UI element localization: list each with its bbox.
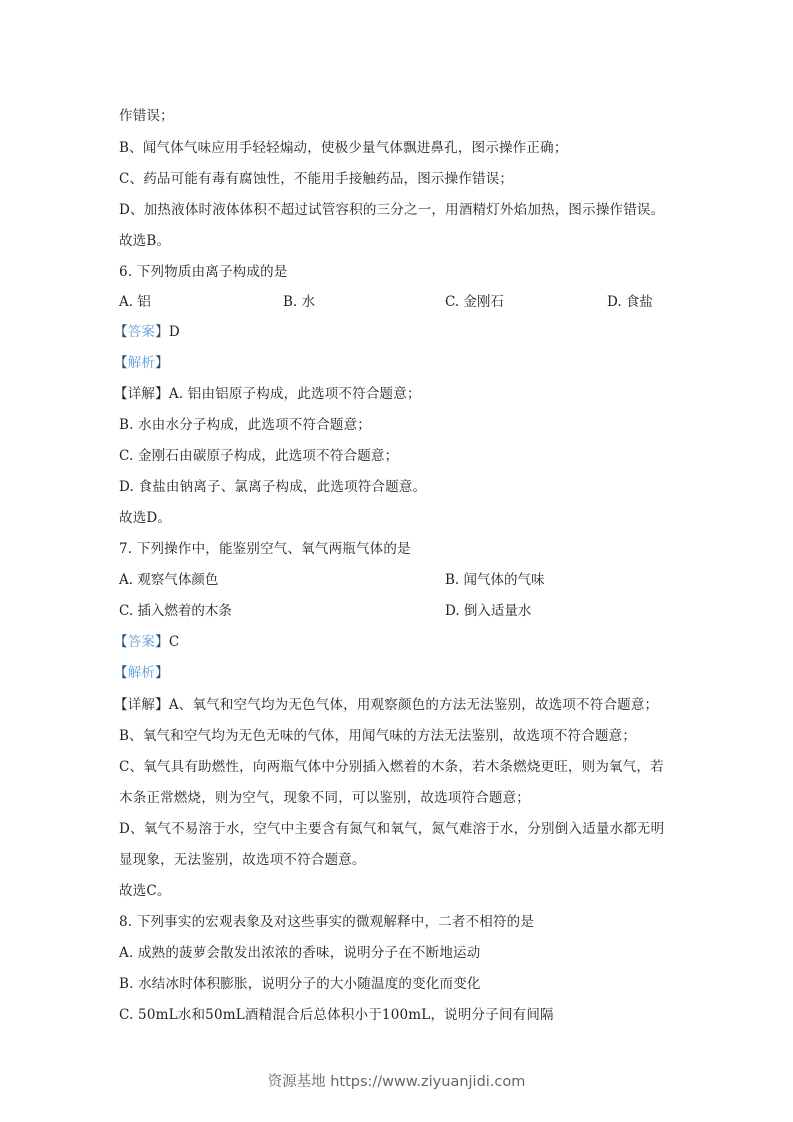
q6-option-c: C. 金刚石	[445, 294, 504, 310]
continuation-line: 作错误；	[119, 108, 174, 124]
q7-stem: 7. 下列操作中，能鉴别空气、氧气两瓶气体的是	[119, 541, 411, 557]
q5-conclusion: 故选B。	[119, 233, 171, 249]
continuation-option-d: D、加热液体时液体体积不超过试管容积的三分之一，用酒精灯外焰加热，图示操作错误。	[119, 202, 665, 218]
detail-text: A. 铝由铝原子构成，此选项不符合题意；	[168, 386, 421, 402]
q7-answer	[114, 633, 179, 651]
bracket-open: 【	[114, 386, 128, 402]
q6-answer	[114, 323, 180, 341]
q7-option-c: C. 插入燃着的木条	[119, 603, 232, 619]
bracket-close: 】	[155, 697, 169, 713]
q7-detail-line	[114, 696, 658, 714]
q7-option-d: D. 倒入适量水	[445, 603, 532, 619]
answer-label: 答案	[127, 634, 156, 650]
q7-option-b: B. 闻气体的气味	[445, 572, 545, 588]
answer-value: D	[168, 324, 180, 340]
bracket-close: 】	[155, 634, 169, 650]
q7-detail-line: D、氧气不易溶于水，空气中主要含有氮气和氧气，氮气难溶于水，分别倒入适量水都无明	[119, 821, 665, 837]
analysis-label: 解析	[127, 355, 156, 371]
bracket-open: 【	[114, 634, 128, 650]
bracket-close: 】	[155, 386, 169, 402]
q7-detail-line: 显现象，无法鉴别，故选项不符合题意。	[119, 852, 366, 868]
q7-detail-line: 木条正常燃烧，则为空气，现象不同，可以鉴别，故选项符合题意；	[119, 790, 530, 806]
q6-detail-line: C. 金刚石由碳原子构成，此选项不符合题意；	[119, 448, 399, 464]
q6-detail-line: B. 水由水分子构成，此选项不符合题意；	[119, 417, 372, 433]
watermark-footer: 资源基地 https://www.ziyuanjidi.com	[267, 1074, 526, 1090]
bracket-open: 【	[114, 665, 128, 681]
q6-option-a: A. 铝	[119, 294, 151, 310]
answer-label: 答案	[127, 324, 156, 340]
bracket-open: 【	[114, 324, 128, 340]
analysis-label: 解析	[127, 665, 156, 681]
q8-option-b: B. 水结冰时体积膨胀，说明分子的大小随温度的变化而变化	[119, 976, 481, 992]
detail-label: 详解	[127, 697, 156, 713]
bracket-close: 】	[155, 665, 169, 681]
q6-stem: 6. 下列物质由离子构成的是	[119, 264, 288, 280]
q6-analysis-heading	[114, 354, 169, 372]
q6-detail-line: D. 食盐由钠离子、氯离子构成，此选项符合题意。	[119, 479, 427, 495]
detail-label: 详解	[127, 386, 156, 402]
q6-detail-line	[114, 385, 421, 403]
continuation-option-b: B、闻气体气味应用手轻轻煽动，使极少量气体飘进鼻孔，图示操作正确；	[119, 140, 568, 156]
bracket-open: 【	[114, 697, 128, 713]
bracket-close: 】	[155, 355, 169, 371]
q8-option-c: C. 50mL水和50mL酒精混合后总体积小于100mL，说明分子间有间隔	[119, 1007, 554, 1023]
q7-detail-line: B、氧气和空气均为无色无味的气体，用闻气味的方法无法鉴别，故选项不符合题意；	[119, 728, 637, 744]
q7-detail-line: C、氧气具有助燃性，向两瓶气体中分别插入燃着的木条，若木条燃烧更旺，则为氧气，若	[119, 759, 664, 775]
q7-analysis-heading	[114, 664, 169, 682]
q8-stem: 8. 下列事实的宏观表象及对这些事实的微观解释中，二者不相符的是	[119, 914, 535, 930]
q7-conclusion: 故选C。	[119, 883, 171, 899]
bracket-close: 】	[155, 324, 169, 340]
q6-option-d: D. 食盐	[607, 294, 653, 310]
bracket-open: 【	[114, 355, 128, 371]
q7-option-a: A. 观察气体颜色	[119, 572, 219, 588]
q8-option-a: A. 成熟的菠萝会散发出浓浓的香味，说明分子在不断地运动	[119, 945, 481, 961]
q6-conclusion: 故选D。	[119, 510, 172, 526]
q6-option-b: B. 水	[283, 294, 316, 310]
answer-value: C	[168, 634, 180, 650]
detail-text: A、氧气和空气均为无色气体，用观察颜色的方法无法鉴别，故选项不符合题意；	[168, 697, 659, 713]
continuation-option-c: C、药品可能有毒有腐蚀性，不能用手接触药品，图示操作错误；	[119, 171, 514, 187]
